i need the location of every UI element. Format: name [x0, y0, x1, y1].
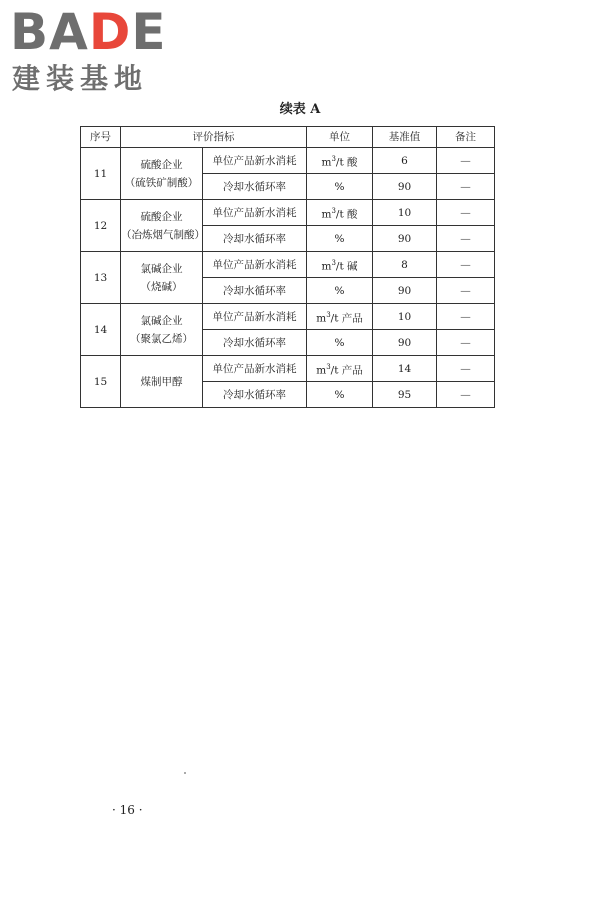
note-cell: —: [437, 174, 495, 200]
note-cell: —: [437, 278, 495, 304]
unit-cell: [307, 252, 373, 278]
table-row: [81, 252, 495, 278]
note-cell: —: [437, 252, 495, 278]
enterprise-type: [121, 252, 203, 304]
unit-suffix: /t 产品: [330, 364, 363, 377]
enterprise-type: [121, 356, 203, 408]
unit-cell: [307, 304, 373, 330]
note-cell: —: [437, 330, 495, 356]
note-cell: —: [437, 356, 495, 382]
baseline-value: 8: [373, 252, 437, 278]
unit-cell: [307, 200, 373, 226]
unit-cell: [307, 330, 373, 356]
unit-prefix: %: [334, 284, 345, 297]
enterprise-process: （冶炼烟气制酸）: [121, 228, 205, 241]
baseline-value: 90: [373, 174, 437, 200]
page-number: · 16 ·: [112, 803, 143, 817]
baseline-value: 10: [373, 304, 437, 330]
unit-cell: [307, 356, 373, 382]
unit-prefix: %: [334, 388, 345, 401]
enterprise-name: 硫酸企业: [140, 210, 183, 223]
baseline-value: 14: [373, 356, 437, 382]
enterprise-name: 氯碱企业: [140, 262, 183, 275]
table-body: [81, 148, 495, 408]
logo-wordmark: BADE: [10, 3, 167, 61]
unit-superscript: 3: [331, 206, 336, 215]
logo-subtitle: 建装基地: [12, 62, 149, 95]
indicator-name: 单位产品新水消耗: [203, 200, 307, 226]
table-title: 续表 A: [279, 102, 321, 117]
unit-prefix: %: [334, 232, 345, 245]
indicator-name: 单位产品新水消耗: [203, 148, 307, 174]
unit-cell: [307, 148, 373, 174]
bade-logo: [10, 4, 180, 96]
enterprise-name: 硫酸企业: [140, 158, 183, 171]
unit-cell: [307, 226, 373, 252]
baseline-value: 6: [373, 148, 437, 174]
note-cell: —: [437, 148, 495, 174]
row-number: 12: [81, 200, 121, 252]
enterprise-type: [121, 148, 203, 200]
indicator-name: 单位产品新水消耗: [203, 304, 307, 330]
baseline-value: 90: [373, 330, 437, 356]
water-indicator-table: [80, 126, 495, 408]
unit-cell: [307, 174, 373, 200]
unit-suffix: /t 产品: [330, 312, 363, 325]
unit-cell: [307, 382, 373, 408]
enterprise-type: [121, 200, 203, 252]
indicator-name: 冷却水循环率: [203, 278, 307, 304]
indicator-name: 冷却水循环率: [203, 226, 307, 252]
enterprise-type: [121, 304, 203, 356]
unit-prefix: %: [334, 336, 345, 349]
unit-suffix: /t 酸: [335, 208, 358, 221]
enterprise-name: 煤制甲醇: [140, 375, 183, 388]
enterprise-name: 氯碱企业: [140, 314, 183, 327]
indicator-name: 冷却水循环率: [203, 382, 307, 408]
baseline-value: 10: [373, 200, 437, 226]
baseline-value: 95: [373, 382, 437, 408]
unit-superscript: 3: [331, 258, 336, 267]
unit-prefix: m: [316, 364, 327, 377]
indicator-name: 冷却水循环率: [203, 174, 307, 200]
unit-superscript: 3: [326, 362, 331, 371]
note-cell: —: [437, 304, 495, 330]
table-row: [81, 304, 495, 330]
unit-superscript: 3: [331, 154, 336, 163]
unit-cell: [307, 278, 373, 304]
baseline-value: 90: [373, 226, 437, 252]
enterprise-process: （聚氯乙烯）: [130, 332, 193, 345]
header-indicator: 评价指标: [121, 127, 307, 148]
header-baseline: 基准值: [373, 127, 437, 148]
table-row: [81, 148, 495, 174]
unit-suffix: /t 酸: [335, 156, 358, 169]
note-cell: —: [437, 382, 495, 408]
unit-prefix: %: [334, 180, 345, 193]
enterprise-process: （硫铁矿制酸）: [124, 176, 199, 189]
header-note: 备注: [437, 127, 495, 148]
header-unit: 单位: [307, 127, 373, 148]
note-cell: —: [437, 200, 495, 226]
indicator-name: 单位产品新水消耗: [203, 252, 307, 278]
row-number: 11: [81, 148, 121, 200]
indicator-name: 单位产品新水消耗: [203, 356, 307, 382]
header-no: 序号: [81, 127, 121, 148]
table-header-row: [81, 127, 495, 148]
indicator-name: 冷却水循环率: [203, 330, 307, 356]
stray-dot: [184, 772, 186, 774]
unit-suffix: /t 碱: [335, 260, 358, 273]
enterprise-process: （烧碱）: [140, 280, 183, 293]
note-cell: —: [437, 226, 495, 252]
table-row: [81, 200, 495, 226]
unit-superscript: 3: [326, 310, 331, 319]
row-number: 14: [81, 304, 121, 356]
unit-prefix: m: [321, 156, 332, 169]
unit-prefix: m: [321, 260, 332, 273]
baseline-value: 90: [373, 278, 437, 304]
row-number: 15: [81, 356, 121, 408]
unit-prefix: m: [321, 208, 332, 221]
table-row: [81, 356, 495, 382]
unit-prefix: m: [316, 312, 327, 325]
row-number: 13: [81, 252, 121, 304]
